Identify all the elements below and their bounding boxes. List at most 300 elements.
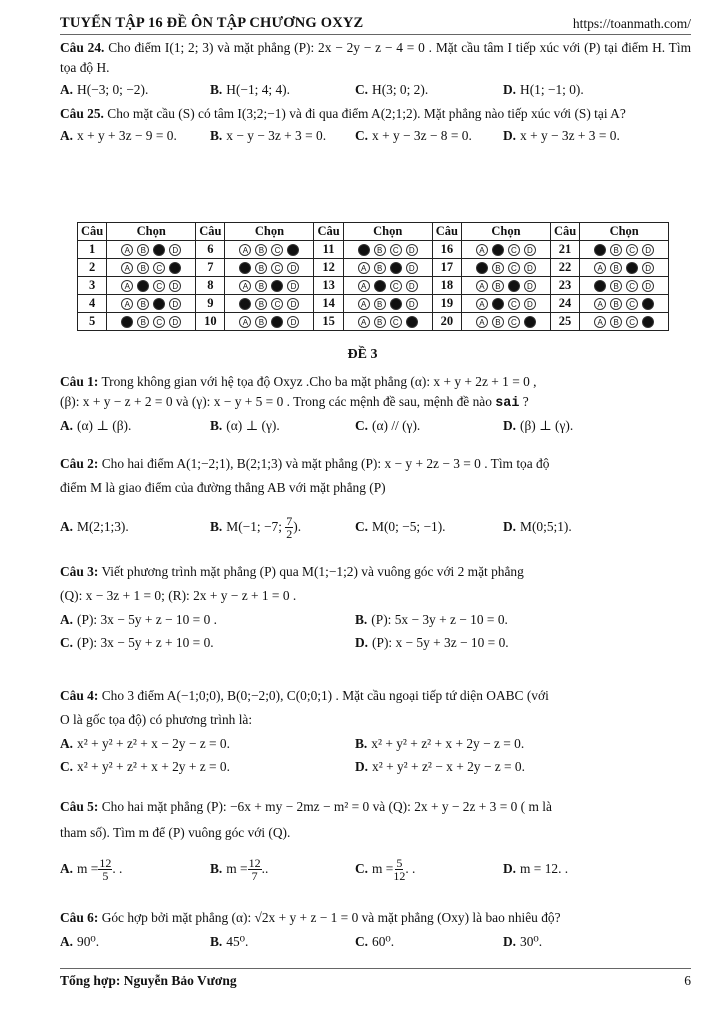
empty-bubble: D (524, 244, 536, 256)
col-header-chon: Chọn (580, 223, 669, 241)
answer-bubbles (343, 277, 432, 295)
option-d[interactable] (503, 930, 691, 953)
option-text: x − y − 3z + 3 = 0. (226, 128, 327, 143)
question-label: Câu 2: (60, 456, 99, 471)
option-letter: C. (355, 934, 369, 949)
question-label: Câu 6: (60, 910, 99, 925)
filled-bubble: C (153, 244, 165, 256)
options-row (60, 852, 691, 886)
question-stem-line1: Cho hai mặt phẳng (P): −6x + my − 2mz − m² = 0 và (Q): 2x + y − 2z + 3 = 0 ( m là (101, 799, 552, 814)
question-number: 18 (432, 277, 461, 295)
empty-bubble: C (390, 316, 402, 328)
option-text: (P): 3x − 5y + z + 10 = 0. (77, 635, 214, 650)
option-letter: B. (355, 736, 368, 751)
question-stem-line2: O là gốc tọa độ) có phương trình là: (60, 712, 253, 727)
empty-bubble: D (642, 280, 654, 292)
fraction: $\frac{12}{7}$ (248, 856, 261, 884)
answer-bubbles (225, 241, 314, 259)
option-letter: C. (60, 759, 74, 774)
empty-bubble: A (594, 298, 606, 310)
option-letter: C. (355, 418, 369, 433)
option-b[interactable] (355, 608, 691, 631)
empty-bubble: B (255, 298, 267, 310)
empty-bubble: D (169, 298, 181, 310)
filled-bubble: C (390, 298, 402, 310)
col-header-chon: Chọn (107, 223, 196, 241)
filled-bubble: A (358, 244, 370, 256)
question-6 (60, 906, 691, 953)
option-letter: B. (210, 128, 223, 143)
question-label: Câu 4: (60, 688, 99, 703)
option-c[interactable] (60, 631, 355, 654)
empty-bubble: B (137, 298, 149, 310)
question-4 (60, 684, 691, 778)
answer-bubbles (343, 295, 432, 313)
question-number: 20 (432, 313, 461, 331)
question-number: 22 (550, 259, 579, 277)
option-c[interactable] (355, 414, 503, 437)
question-label: Câu 3: (60, 564, 99, 579)
question-label: Câu 5: (60, 799, 99, 814)
empty-bubble: A (594, 262, 606, 274)
empty-bubble: C (626, 298, 638, 310)
options-row (60, 78, 691, 101)
empty-bubble: B (492, 316, 504, 328)
empty-bubble: A (121, 280, 133, 292)
option-c[interactable]: C. M(0; −5; −1). (355, 519, 446, 534)
option-letter: B. (210, 934, 223, 949)
empty-bubble: C (271, 262, 283, 274)
section-title: ĐỀ 3 (347, 347, 378, 362)
option-a[interactable] (60, 78, 210, 101)
option-d[interactable] (503, 852, 691, 886)
option-text: x² + y² + z² + x + 2y − z = 0. (371, 736, 525, 751)
empty-bubble: C (390, 244, 402, 256)
answer-bubbles (107, 277, 196, 295)
question-stem-line2: điểm M là giao điểm của đường thẳng AB với mặt phẳng (P) (60, 480, 386, 495)
answer-bubbles (580, 313, 669, 331)
empty-bubble: D (169, 316, 181, 328)
empty-bubble: A (121, 244, 133, 256)
option-text: (α) // (γ). (372, 418, 421, 433)
option-letter: B. (210, 82, 223, 97)
empty-bubble: A (358, 262, 370, 274)
filled-bubble: D (406, 316, 418, 328)
filled-bubble: A (594, 244, 606, 256)
filled-bubble: A (239, 262, 251, 274)
empty-bubble: D (406, 262, 418, 274)
col-header-chon: Chọn (225, 223, 314, 241)
option-c[interactable] (355, 930, 503, 953)
emphasis-word: sai (495, 396, 520, 411)
empty-bubble: B (255, 316, 267, 328)
option-d[interactable] (503, 78, 691, 101)
empty-bubble: B (137, 262, 149, 274)
question-3 (60, 560, 691, 654)
question-1 (60, 372, 691, 437)
option-letter: C. (355, 82, 369, 97)
answer-bubbles (225, 277, 314, 295)
empty-bubble: A (358, 298, 370, 310)
empty-bubble: B (255, 244, 267, 256)
answer-bubbles (107, 259, 196, 277)
col-header-cau: Câu (432, 223, 461, 241)
empty-bubble: D (287, 262, 299, 274)
empty-bubble: C (153, 280, 165, 292)
question-label: Câu 1: (60, 374, 99, 389)
empty-bubble: D (406, 244, 418, 256)
question-number: 4 (78, 295, 107, 313)
empty-bubble: B (610, 298, 622, 310)
option-text: 60⁰. (372, 934, 395, 949)
question-number: 14 (314, 295, 343, 313)
question-stem-line2: (β): x + y − z + 2 = 0 và (γ): x − y + 5 = 0 . Trong các mệnh đề sau, mệnh đề nào (60, 394, 492, 409)
question-2 (60, 452, 691, 542)
table-row (78, 313, 669, 331)
option-prefix: m = (77, 861, 99, 876)
empty-bubble: C (508, 244, 520, 256)
option-text: (β) ⊥ (γ). (520, 418, 574, 433)
option-letter: A. (60, 934, 74, 949)
empty-bubble: A (358, 316, 370, 328)
answer-bubbles (343, 241, 432, 259)
option-text: H(3; 0; 2). (372, 82, 429, 97)
option-text: H(−1; 4; 4). (226, 82, 290, 97)
answer-bubbles (225, 313, 314, 331)
option-letter: A. (60, 861, 74, 876)
empty-bubble: A (476, 316, 488, 328)
question-stem-line1: Viết phương trình mặt phẳng (P) qua M(1;−1;2) và vuông góc với 2 mặt phẳng (101, 564, 524, 579)
empty-bubble: A (594, 316, 606, 328)
option-text: (P): 3x − 5y + z − 10 = 0 . (77, 612, 217, 627)
option-b[interactable] (210, 78, 355, 101)
option-suffix: . . (405, 861, 416, 876)
answer-bubbles (461, 295, 550, 313)
option-c[interactable] (355, 852, 503, 886)
empty-bubble: B (137, 244, 149, 256)
option-a[interactable] (60, 608, 355, 631)
answer-bubbles (580, 241, 669, 259)
filled-bubble: D (287, 244, 299, 256)
option-a[interactable] (60, 852, 210, 886)
empty-bubble: D (287, 298, 299, 310)
question-number: 5 (78, 313, 107, 331)
filled-bubble: B (492, 244, 504, 256)
answer-bubbles (461, 241, 550, 259)
option-text: x² + y² + z² − x + 2y − z = 0. (372, 759, 525, 774)
option-letter: A. (60, 82, 74, 97)
empty-bubble: C (626, 316, 638, 328)
option-letter: B. (210, 418, 223, 433)
empty-bubble: D (169, 280, 181, 292)
question-number: 6 (196, 241, 225, 259)
question-5 (60, 794, 691, 886)
answer-table (77, 222, 669, 331)
empty-bubble: A (476, 298, 488, 310)
question-number: 2 (78, 259, 107, 277)
empty-bubble: B (610, 280, 622, 292)
question-number: 7 (196, 259, 225, 277)
question-number: 13 (314, 277, 343, 295)
option-text: (α) ⊥ (β). (77, 418, 132, 433)
options-grid (60, 608, 691, 654)
question-number: 23 (550, 277, 579, 295)
empty-bubble: D (642, 262, 654, 274)
option-a[interactable] (60, 124, 210, 147)
option-d[interactable] (503, 414, 691, 437)
option-letter: B. (210, 861, 223, 876)
empty-bubble: A (121, 298, 133, 310)
empty-bubble: D (406, 298, 418, 310)
empty-bubble: C (626, 280, 638, 292)
answer-bubbles (107, 313, 196, 331)
question-number: 25 (550, 313, 579, 331)
options-row (60, 930, 691, 953)
options-row (60, 414, 691, 437)
option-letter: D. (503, 128, 517, 143)
empty-bubble: B (610, 316, 622, 328)
fraction: $\frac{7}{2}$ (286, 514, 293, 542)
question-stem: Cho mặt cầu (S) có tâm I(3;2;−1) và đi qua điểm A(2;1;2). Mặt phẳng nào tiếp xúc với (S) tại A? (107, 106, 626, 121)
answer-bubbles (107, 241, 196, 259)
question-number: 19 (432, 295, 461, 313)
answer-bubbles (343, 313, 432, 331)
option-text: (α) ⊥ (γ). (226, 418, 280, 433)
answer-bubbles (461, 313, 550, 331)
question-number: 8 (196, 277, 225, 295)
option-letter: C. (355, 128, 369, 143)
option-text: (P): x − 5y + 3z − 10 = 0. (372, 635, 509, 650)
option-text: x + y − 3z − 8 = 0. (372, 128, 472, 143)
question-stem-line2: tham số). Tìm m để (P) vuông góc với (Q). (60, 825, 291, 840)
empty-bubble: D (524, 280, 536, 292)
question-24 (60, 38, 691, 101)
option-b[interactable] (210, 414, 355, 437)
option-letter: A. (60, 418, 74, 433)
empty-bubble: D (287, 280, 299, 292)
option-a[interactable] (60, 930, 210, 953)
option-text: 45⁰. (226, 934, 249, 949)
option-b[interactable]: B. M(−1; −7; $\frac{7}{2}$ ). (210, 514, 302, 542)
filled-bubble: C (390, 262, 402, 274)
empty-bubble: C (153, 316, 165, 328)
filled-bubble: A (239, 298, 251, 310)
question-number: 11 (314, 241, 343, 259)
option-suffix: . . (112, 861, 123, 876)
header-title: TUYỂN TẬP 16 ĐỀ ÔN TẬP CHƯƠNG OXYZ (60, 15, 364, 31)
page-number: 6 (684, 973, 691, 988)
answer-bubbles (461, 277, 550, 295)
answer-bubbles (580, 295, 669, 313)
option-prefix: m = (372, 861, 394, 876)
question-number: 17 (432, 259, 461, 277)
filled-bubble: C (271, 280, 283, 292)
filled-bubble: C (153, 298, 165, 310)
empty-bubble: B (137, 316, 149, 328)
option-letter: D. (503, 418, 517, 433)
question-25 (60, 104, 691, 147)
empty-bubble: A (239, 244, 251, 256)
answer-bubbles (343, 259, 432, 277)
empty-bubble: C (508, 316, 520, 328)
question-number: 3 (78, 277, 107, 295)
filled-bubble: B (137, 280, 149, 292)
option-letter: A. (60, 128, 74, 143)
option-text: 30⁰. (520, 934, 543, 949)
empty-bubble: A (121, 262, 133, 274)
empty-bubble: D (287, 316, 299, 328)
col-header-cau: Câu (196, 223, 225, 241)
option-a[interactable] (60, 414, 210, 437)
filled-bubble: A (476, 262, 488, 274)
footer-author: Tổng hợp: Nguyễn Bảo Vương (60, 973, 237, 988)
filled-bubble: C (271, 316, 283, 328)
answer-bubbles (461, 259, 550, 277)
empty-bubble: D (406, 280, 418, 292)
options-row (60, 124, 691, 147)
option-text: x² + y² + z² + x − 2y − z = 0. (77, 736, 230, 751)
option-text: H(1; −1; 0). (520, 82, 584, 97)
empty-bubble: A (358, 280, 370, 292)
option-suffix: .. (261, 861, 269, 876)
option-d[interactable] (355, 631, 691, 654)
header-url[interactable]: https://toanmath.com/ (572, 16, 691, 31)
option-b[interactable] (210, 124, 355, 147)
option-prefix: m = 12. . (520, 861, 569, 876)
option-text: x + y − 3z + 3 = 0. (520, 128, 620, 143)
filled-bubble: C (626, 262, 638, 274)
question-mark: ? (522, 394, 529, 409)
question-stem-line1: Trong không gian với hệ tọa độ Oxyz .Cho ba mặt phẳng (α): x + y + 2z + 1 = 0 , (101, 374, 537, 389)
option-letter: D. (355, 635, 369, 650)
table-row (78, 277, 669, 295)
filled-bubble: B (492, 298, 504, 310)
option-b[interactable] (210, 852, 355, 886)
empty-bubble: A (476, 244, 488, 256)
filled-bubble: B (374, 280, 386, 292)
empty-bubble: B (374, 298, 386, 310)
empty-bubble: B (255, 280, 267, 292)
filled-bubble: A (594, 280, 606, 292)
empty-bubble: C (626, 244, 638, 256)
page-footer (60, 968, 691, 989)
empty-bubble: C (508, 262, 520, 274)
answer-bubbles (580, 259, 669, 277)
answer-bubbles (225, 295, 314, 313)
fraction: $\frac{5}{12}$ (393, 856, 406, 884)
answer-bubbles (580, 277, 669, 295)
options-grid (60, 732, 691, 778)
page-header (60, 12, 691, 35)
empty-bubble: B (610, 244, 622, 256)
option-prefix: m = (226, 861, 248, 876)
col-header-cau: Câu (314, 223, 343, 241)
empty-bubble: D (642, 244, 654, 256)
question-stem-line1: Cho hai điểm A(1;−2;1), B(2;1;3) và mặt phẳng (P): x − y + 2z − 3 = 0 . Tìm tọa độ (101, 456, 550, 471)
question-label: Câu 24. (60, 40, 105, 55)
option-letter: C. (355, 861, 369, 876)
question-stem-line2: (Q): x − 3z + 1 = 0; (R): 2x + y − z + 1 = 0 . (60, 588, 297, 603)
option-letter: D. (503, 861, 517, 876)
option-letter: C. (60, 635, 74, 650)
empty-bubble: A (476, 280, 488, 292)
filled-bubble: D (524, 316, 536, 328)
filled-bubble: D (169, 262, 181, 274)
empty-bubble: D (524, 298, 536, 310)
question-label: Câu 25. (60, 106, 104, 121)
table-row (78, 295, 669, 313)
question-number: 15 (314, 313, 343, 331)
option-text: 90⁰. (77, 934, 100, 949)
question-number: 21 (550, 241, 579, 259)
col-header-cau: Câu (550, 223, 579, 241)
option-letter: D. (503, 934, 517, 949)
empty-bubble: C (271, 244, 283, 256)
empty-bubble: B (492, 280, 504, 292)
option-text: x² + y² + z² + x + 2y + z = 0. (77, 759, 230, 774)
question-number: 10 (196, 313, 225, 331)
option-letter: A. (60, 612, 74, 627)
option-c[interactable] (355, 78, 503, 101)
option-b[interactable] (210, 930, 355, 953)
question-number: 9 (196, 295, 225, 313)
fraction: $\frac{12}{5}$ (99, 856, 112, 884)
empty-bubble: B (610, 262, 622, 274)
options-row (60, 512, 691, 542)
option-a[interactable] (60, 732, 355, 755)
col-header-chon: Chọn (461, 223, 550, 241)
option-d[interactable] (355, 755, 691, 778)
empty-bubble: A (239, 280, 251, 292)
option-b[interactable] (355, 732, 691, 755)
empty-bubble: B (374, 262, 386, 274)
empty-bubble: C (271, 298, 283, 310)
empty-bubble: B (374, 244, 386, 256)
table-row (78, 241, 669, 259)
question-number: 12 (314, 259, 343, 277)
question-stem: Cho điểm I(1; 2; 3) và mặt phẳng (P): 2x − 2y − z − 4 = 0 . Mặt cầu tâm I tiếp xúc với (P) tại điểm H. Tìm tọa độ H. (60, 40, 691, 75)
question-stem-line1: Cho 3 điểm A(−1;0;0), B(0;−2;0), C(0;0;1) . Mặt cầu ngoại tiếp tứ diện OABC (với (101, 688, 549, 703)
option-d[interactable] (503, 124, 691, 147)
option-letter: D. (355, 759, 369, 774)
table-row (78, 259, 669, 277)
filled-bubble: C (508, 280, 520, 292)
empty-bubble: C (508, 298, 520, 310)
question-number: 16 (432, 241, 461, 259)
option-c[interactable] (60, 755, 355, 778)
filled-bubble: D (642, 316, 654, 328)
filled-bubble: A (121, 316, 133, 328)
option-a[interactable]: A. M(2;1;3). (60, 519, 129, 534)
question-number: 24 (550, 295, 579, 313)
col-header-cau: Câu (78, 223, 107, 241)
option-text: x + y + 3z − 9 = 0. (77, 128, 177, 143)
option-letter: A. (60, 736, 74, 751)
empty-bubble: D (169, 244, 181, 256)
filled-bubble: D (642, 298, 654, 310)
option-text: H(−3; 0; −2). (77, 82, 149, 97)
option-letter: B. (355, 612, 368, 627)
empty-bubble: B (492, 262, 504, 274)
option-c[interactable] (355, 124, 503, 147)
empty-bubble: C (153, 262, 165, 274)
option-d[interactable]: D. M(0;5;1). (503, 519, 572, 534)
option-letter: D. (503, 82, 517, 97)
empty-bubble: B (255, 262, 267, 274)
question-stem-line1: Góc hợp bởi mặt phẳng (α): √2x + y + z − 1 = 0 và mặt phẳng (Oxy) là bao nhiêu độ? (101, 910, 561, 925)
question-number: 1 (78, 241, 107, 259)
col-header-chon: Chọn (343, 223, 432, 241)
